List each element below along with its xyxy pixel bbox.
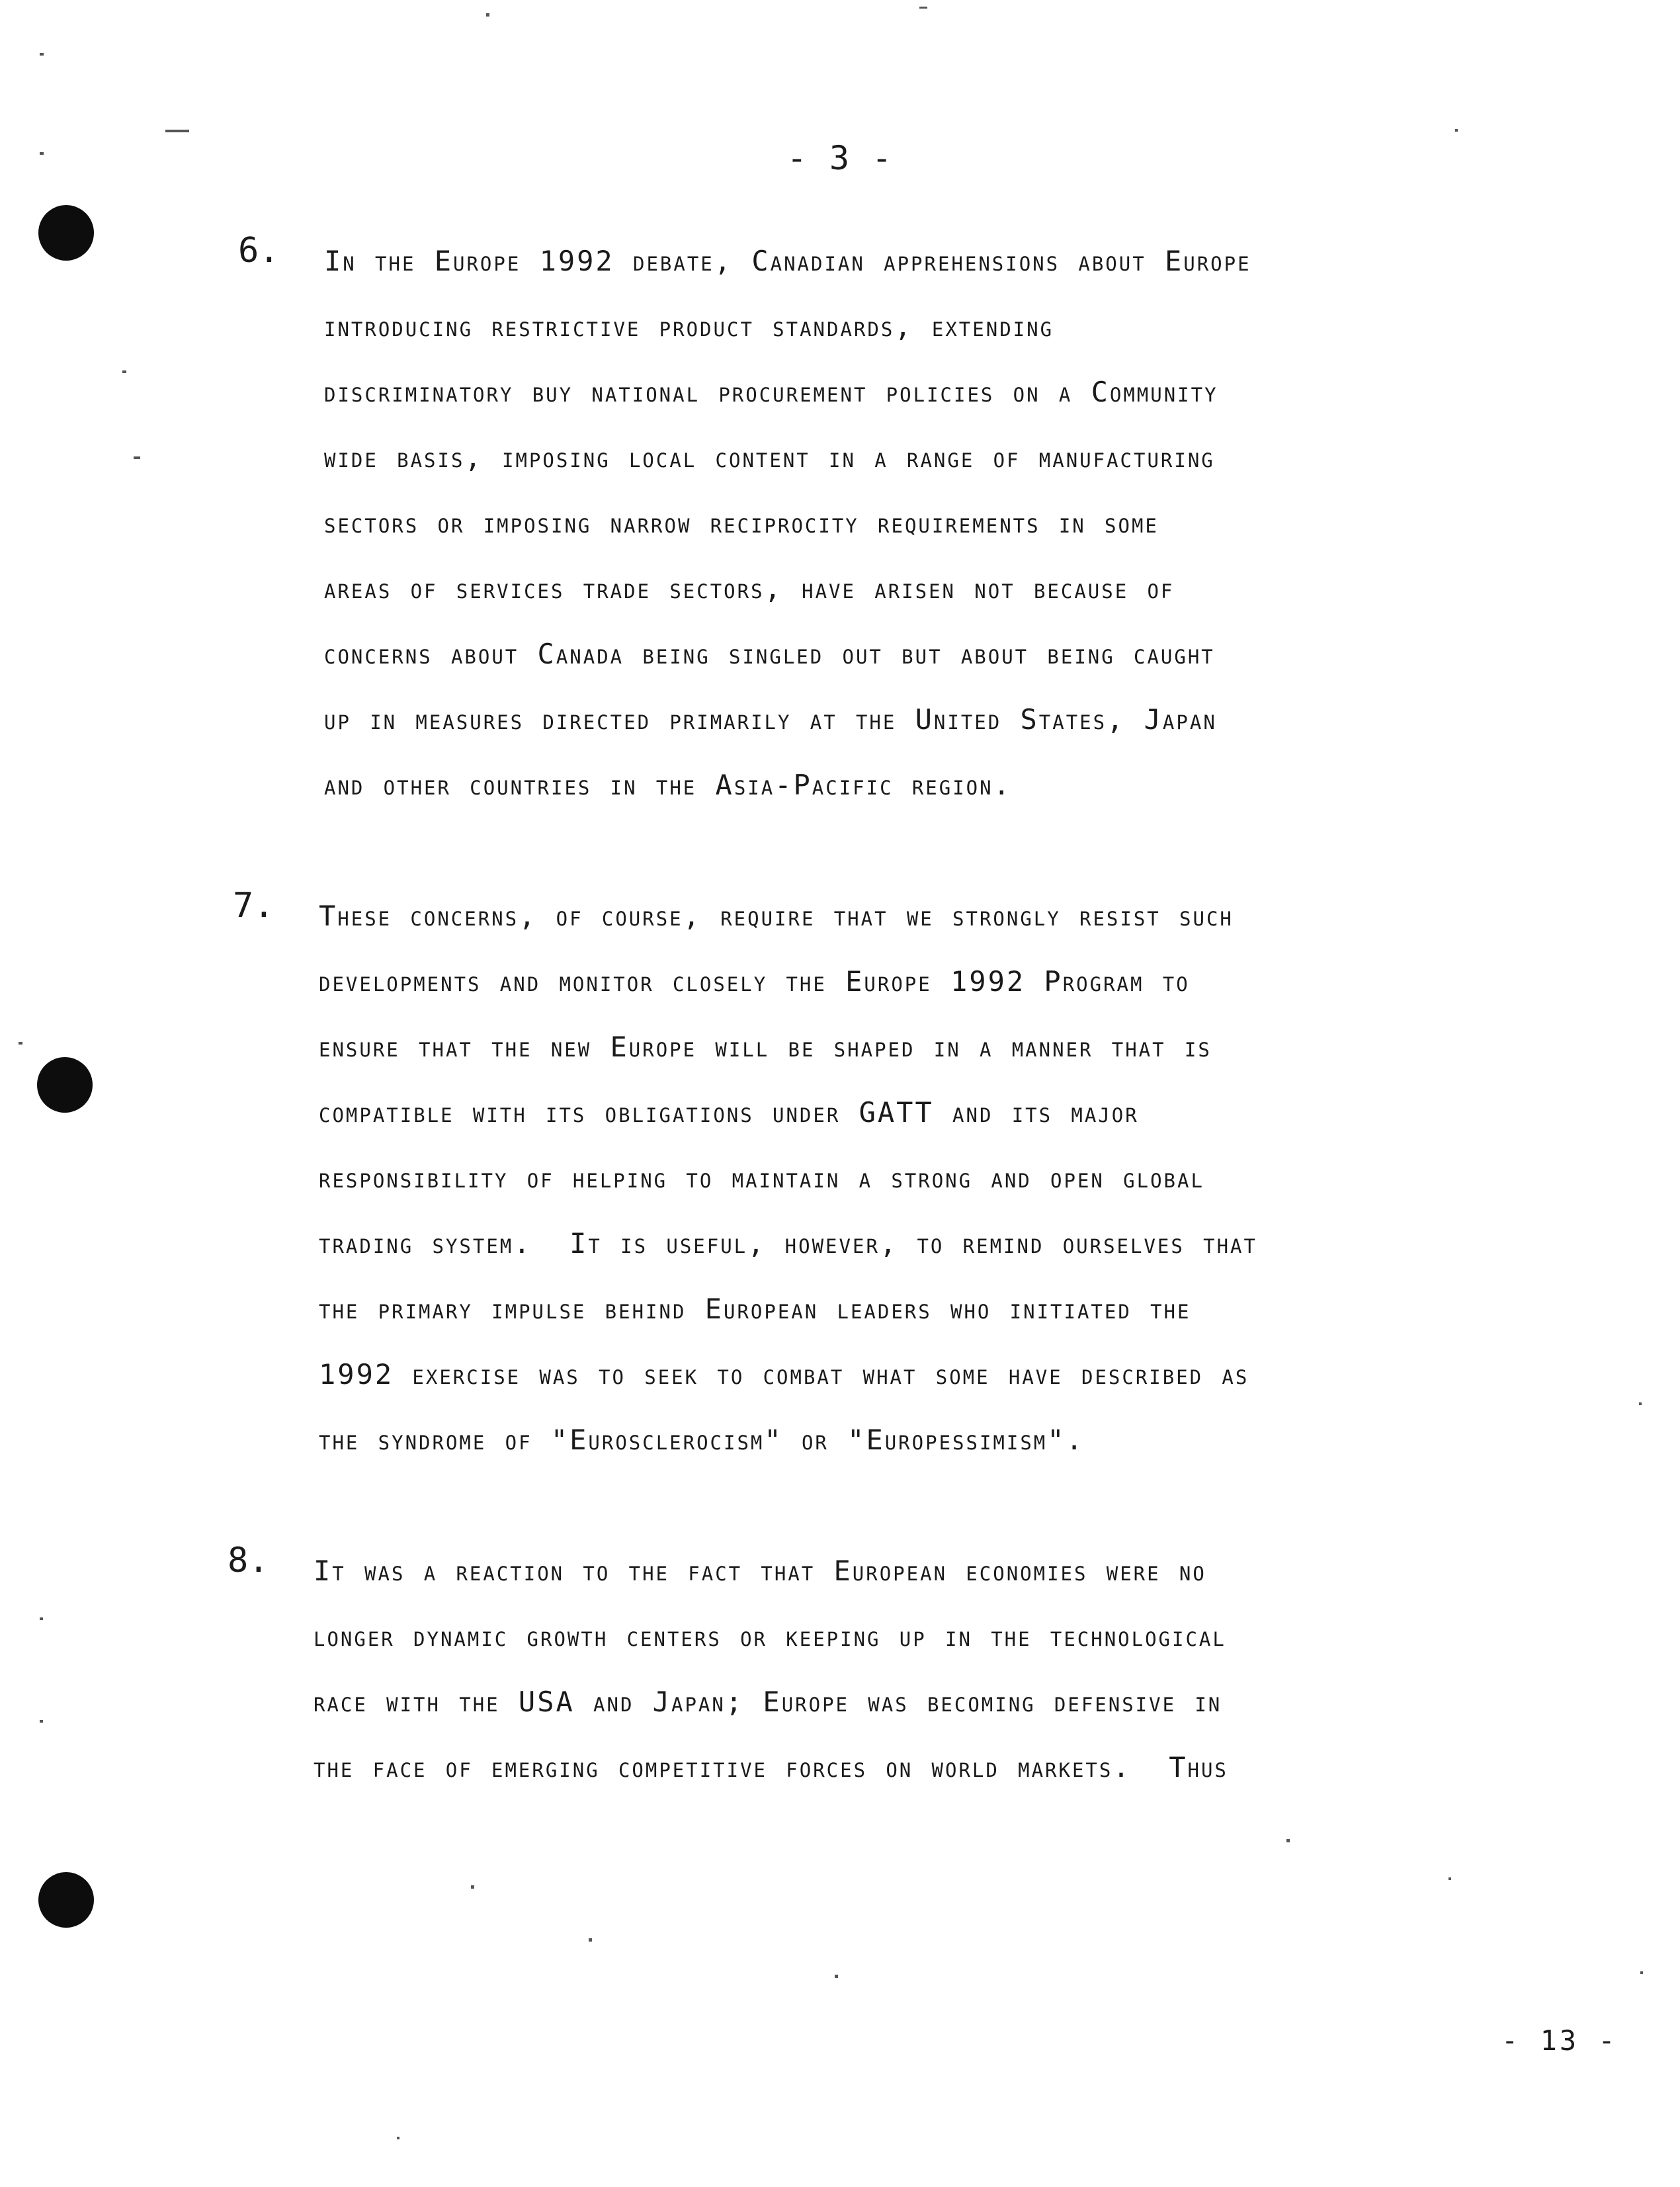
text-line: areas of services trade sectors, have arisen not because of — [324, 572, 1175, 605]
text-line: responsibility of helping to maintain a strong and open global — [319, 1162, 1204, 1194]
text-line: sectors or imposing narrow reciprocity requirements in some — [324, 507, 1159, 539]
page-footer-number: - 13 - — [1501, 2024, 1618, 2057]
scan-speck — [471, 1885, 474, 1889]
scan-speck — [1639, 1402, 1642, 1405]
punch-hole-bottom — [38, 1872, 94, 1928]
text-line: the face of emerging competitive forces on world markets. Thus — [314, 1751, 1228, 1783]
scan-speck — [1640, 1971, 1643, 1974]
punch-hole-middle — [37, 1057, 93, 1113]
paragraph-body — [314, 1538, 1597, 1800]
scan-speck — [40, 1720, 43, 1723]
page-header-number: - 3 - — [786, 139, 894, 177]
punch-hole-top — [38, 205, 94, 261]
text-line: concerns about Canada being singled out but about being caught — [324, 638, 1215, 670]
scan-speck — [122, 370, 126, 373]
scan-mark — [165, 130, 189, 132]
paragraph-number: 7. — [233, 886, 274, 925]
scan-speck — [1286, 1839, 1290, 1842]
paragraph-number: 6. — [238, 231, 280, 271]
text-line: ensure that the new Europe will be shaped in a manner that is — [319, 1031, 1212, 1063]
text-line: These concerns, of course, require that we strongly resist such — [319, 900, 1234, 932]
text-line: the syndrome of "Eurosclerocism" or "Europessimism". — [319, 1424, 1085, 1456]
scan-speck — [1455, 129, 1458, 132]
scan-speck — [835, 1975, 838, 1978]
scan-speck — [397, 2137, 399, 2139]
text-line: compatible with its obligations under GATT and its major — [319, 1096, 1139, 1129]
scan-speck — [919, 7, 927, 9]
text-line: developments and monitor closely the Europe 1992 Program to — [319, 965, 1190, 998]
text-line: In the Europe 1992 debate, Canadian apprehensions about Europe — [324, 245, 1251, 277]
scan-speck — [40, 1617, 43, 1620]
scan-speck — [486, 13, 489, 17]
scan-speck — [40, 53, 44, 56]
text-line: wide basis, imposing local content in a range of manufacturing — [324, 441, 1215, 474]
text-line: race with the USA and Japan; Europe was becoming defensive in — [314, 1686, 1222, 1718]
text-line: introducing restrictive product standards, extending — [324, 310, 1054, 343]
text-line: longer dynamic growth centers or keeping up in the technological — [314, 1620, 1226, 1652]
scan-speck — [589, 1938, 592, 1942]
paragraph-number: 8. — [228, 1541, 269, 1580]
paragraph-body — [319, 883, 1602, 1473]
text-line: It was a reaction to the fact that European economies were no — [314, 1555, 1206, 1587]
scan-speck — [1449, 1877, 1451, 1880]
scan-speck — [134, 456, 140, 459]
scan-speck — [19, 1042, 22, 1045]
paragraph-body — [324, 228, 1607, 818]
text-line: trading system. It is useful, however, to remind ourselves that — [319, 1227, 1257, 1260]
text-line: 1992 exercise was to seek to combat what some have described as — [319, 1358, 1249, 1391]
text-line: the primary impulse behind European leaders who initiated the — [319, 1293, 1191, 1325]
text-line: up in measures directed primarily at the United States, Japan — [324, 703, 1217, 736]
text-line: discriminatory buy national procurement policies on a Community — [324, 376, 1218, 408]
text-line: and other countries in the Asia-Pacific region. — [324, 769, 1012, 801]
